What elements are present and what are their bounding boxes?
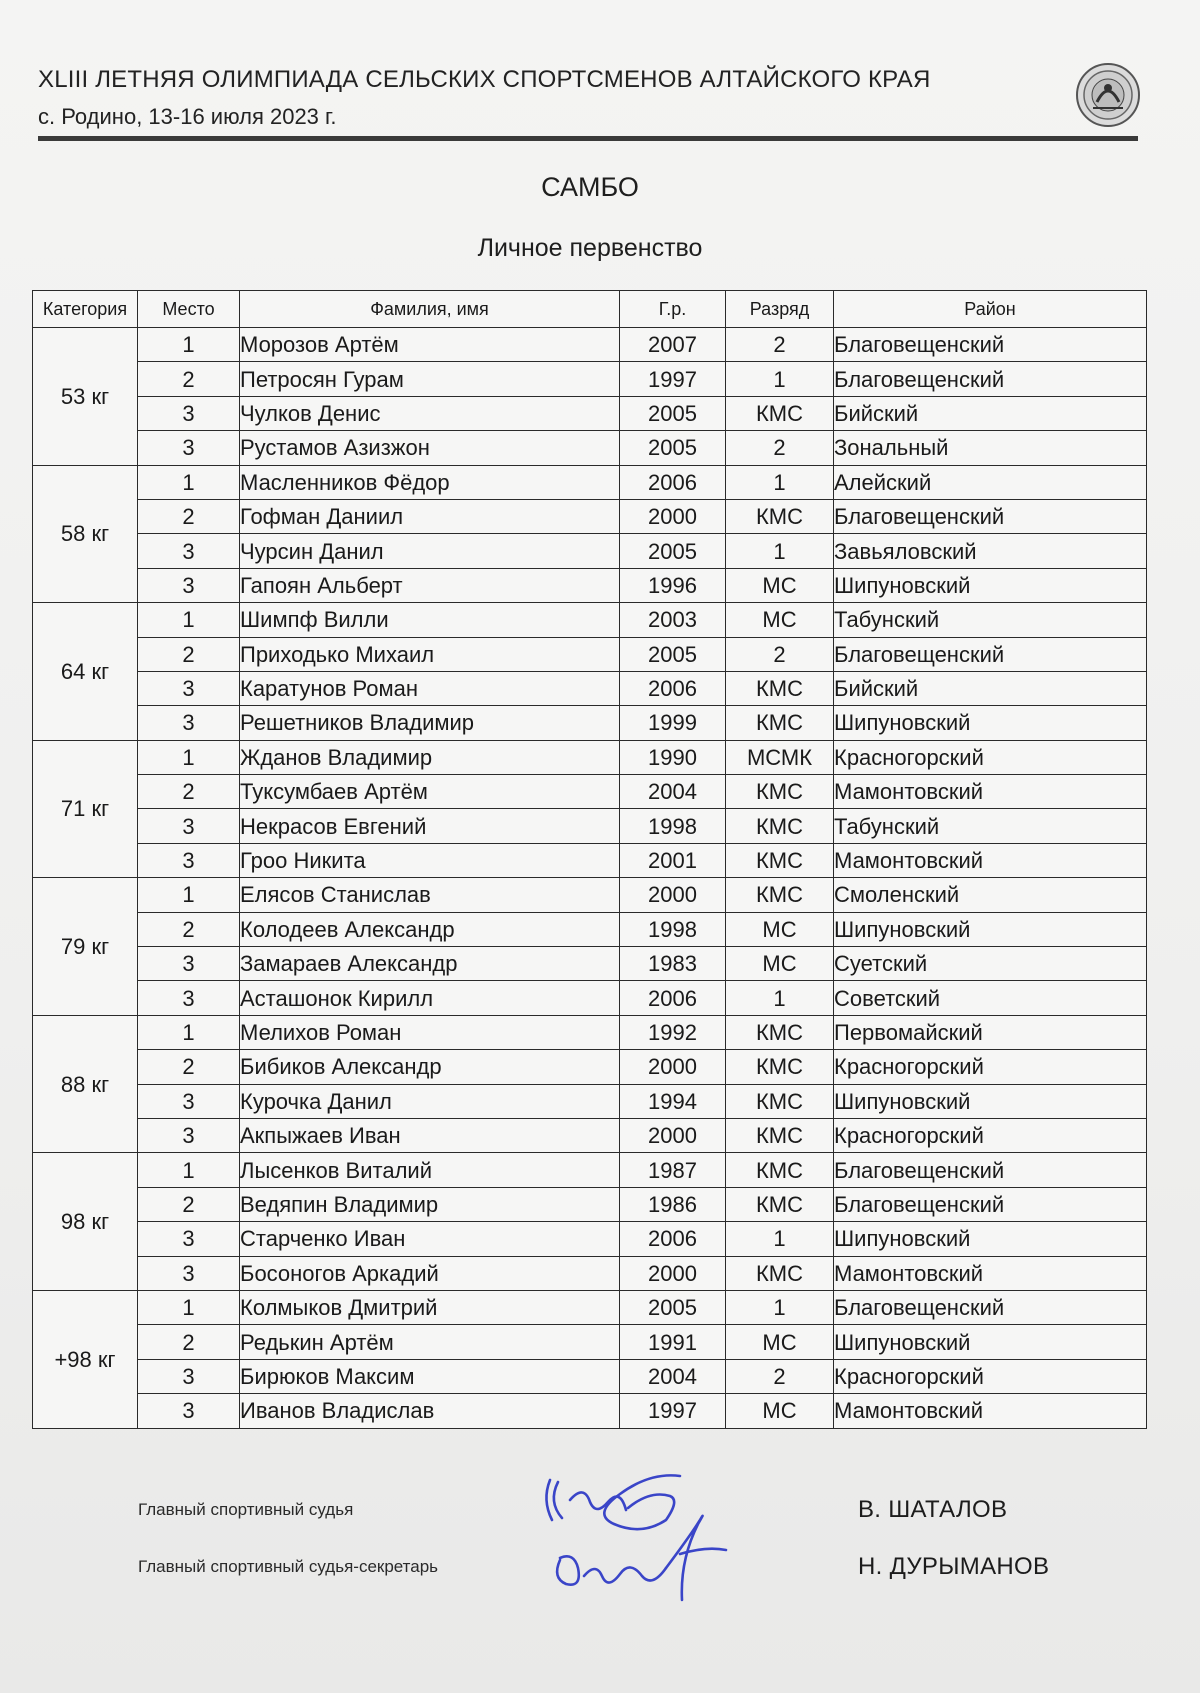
place-cell: 3: [138, 1256, 240, 1290]
district-cell: Шипуновский: [834, 912, 1147, 946]
birth-year-cell: 2001: [620, 843, 726, 877]
sport-rank-cell: КМС: [726, 1153, 834, 1187]
district-cell: Советский: [834, 981, 1147, 1015]
birth-year-cell: 1983: [620, 947, 726, 981]
athlete-name-cell: Елясов Станислав: [240, 878, 620, 912]
table-row: [33, 671, 1147, 705]
birth-year-cell: 2006: [620, 671, 726, 705]
place-cell: 1: [138, 1153, 240, 1187]
athlete-name-cell: Гофман Даниил: [240, 499, 620, 533]
birth-year-cell: 2003: [620, 603, 726, 637]
sport-rank-cell: КМС: [726, 1118, 834, 1152]
birth-year-cell: 1996: [620, 568, 726, 602]
place-cell: 2: [138, 1050, 240, 1084]
column-header-district: Район: [834, 291, 1147, 328]
weight-category: 53 кг: [33, 328, 138, 466]
athlete-name-cell: Рустамов Азизжон: [240, 431, 620, 465]
athlete-name-cell: Босоногов Аркадий: [240, 1256, 620, 1290]
table-row: [33, 637, 1147, 671]
table-row: [33, 1222, 1147, 1256]
athlete-name-cell: Приходько Михаил: [240, 637, 620, 671]
table-row: [33, 534, 1147, 568]
birth-year-cell: 2000: [620, 1256, 726, 1290]
weight-category: 79 кг: [33, 878, 138, 1016]
chief-judge-name: В. ШАТАЛОВ: [858, 1496, 1008, 1523]
table-row: [33, 568, 1147, 602]
athlete-name-cell: Мелихов Роман: [240, 1015, 620, 1049]
place-cell: 3: [138, 706, 240, 740]
athlete-name-cell: Петросян Гурам: [240, 362, 620, 396]
sport-rank-cell: 2: [726, 1359, 834, 1393]
district-cell: Табунский: [834, 603, 1147, 637]
place-cell: 1: [138, 328, 240, 362]
place-cell: 2: [138, 775, 240, 809]
place-cell: 1: [138, 878, 240, 912]
athlete-name-cell: Колодеев Александр: [240, 912, 620, 946]
sport-rank-cell: КМС: [726, 1084, 834, 1118]
column-header-rank: Разряд: [726, 291, 834, 328]
results-body: [33, 328, 1147, 1429]
birth-year-cell: 1997: [620, 1394, 726, 1428]
sport-rank-cell: КМС: [726, 499, 834, 533]
table-row: [33, 981, 1147, 1015]
district-cell: Табунский: [834, 809, 1147, 843]
place-cell: 1: [138, 603, 240, 637]
athlete-name-cell: Туксумбаев Артём: [240, 775, 620, 809]
table-row: [33, 706, 1147, 740]
sport-rank-cell: КМС: [726, 706, 834, 740]
sport-rank-cell: КМС: [726, 1256, 834, 1290]
athlete-name-cell: Старченко Иван: [240, 1222, 620, 1256]
athlete-name-cell: Замараев Александр: [240, 947, 620, 981]
district-cell: Первомайский: [834, 1015, 1147, 1049]
sport-rank-cell: 1: [726, 1290, 834, 1324]
athlete-name-cell: Гапоян Альберт: [240, 568, 620, 602]
birth-year-cell: 1994: [620, 1084, 726, 1118]
sport-rank-cell: КМС: [726, 1050, 834, 1084]
weight-category: +98 кг: [33, 1290, 138, 1428]
district-cell: Бийский: [834, 671, 1147, 705]
district-cell: Бийский: [834, 396, 1147, 430]
sport-rank-cell: 1: [726, 465, 834, 499]
chief-judge-label: Главный спортивный судья: [138, 1500, 354, 1519]
column-header-place: Место: [138, 291, 240, 328]
athlete-name-cell: Жданов Владимир: [240, 740, 620, 774]
district-cell: Мамонтовский: [834, 1256, 1147, 1290]
birth-year-cell: 2004: [620, 1359, 726, 1393]
birth-year-cell: 2006: [620, 1222, 726, 1256]
sport-rank-cell: КМС: [726, 775, 834, 809]
table-row: [33, 843, 1147, 877]
sport-rank-cell: 1: [726, 981, 834, 1015]
birth-year-cell: 1992: [620, 1015, 726, 1049]
place-cell: 3: [138, 809, 240, 843]
sport-rank-cell: МС: [726, 1394, 834, 1428]
birth-year-cell: 1998: [620, 912, 726, 946]
place-cell: 1: [138, 740, 240, 774]
athlete-name-cell: Некрасов Евгений: [240, 809, 620, 843]
table-row: [33, 465, 1147, 499]
table-row: [33, 1084, 1147, 1118]
athlete-name-cell: Бирюков Максим: [240, 1359, 620, 1393]
district-cell: Благовещенский: [834, 1153, 1147, 1187]
birth-year-cell: 2000: [620, 499, 726, 533]
weight-category: 64 кг: [33, 603, 138, 741]
sport-rank-cell: 2: [726, 431, 834, 465]
table-row: [33, 431, 1147, 465]
sport-rank-cell: КМС: [726, 1015, 834, 1049]
results-table: [32, 290, 1147, 1429]
table-row: [33, 1187, 1147, 1221]
place-cell: 3: [138, 534, 240, 568]
table-row: [33, 1359, 1147, 1393]
header-divider: [38, 136, 1138, 141]
place-cell: 2: [138, 1187, 240, 1221]
sport-rank-cell: МС: [726, 947, 834, 981]
birth-year-cell: 2000: [620, 1118, 726, 1152]
athlete-name-cell: Морозов Артём: [240, 328, 620, 362]
table-row: [33, 603, 1147, 637]
column-header-year: Г.р.: [620, 291, 726, 328]
sport-rank-cell: КМС: [726, 809, 834, 843]
birth-year-cell: 1991: [620, 1325, 726, 1359]
place-cell: 2: [138, 912, 240, 946]
athlete-name-cell: Асташонок Кирилл: [240, 981, 620, 1015]
event-title: Личное первенство: [477, 234, 703, 262]
athlete-name-cell: Редькин Артём: [240, 1325, 620, 1359]
table-row: [33, 809, 1147, 843]
place-cell: 1: [138, 1015, 240, 1049]
athlete-name-cell: Бибиков Александр: [240, 1050, 620, 1084]
district-cell: Алейский: [834, 465, 1147, 499]
place-cell: 3: [138, 1359, 240, 1393]
table-row: [33, 878, 1147, 912]
sport-rank-cell: КМС: [726, 671, 834, 705]
birth-year-cell: 2000: [620, 878, 726, 912]
table-row: [33, 947, 1147, 981]
athlete-name-cell: Гроо Никита: [240, 843, 620, 877]
sport-rank-cell: МС: [726, 1325, 834, 1359]
birth-year-cell: 1999: [620, 706, 726, 740]
place-cell: 2: [138, 1325, 240, 1359]
birth-year-cell: 1986: [620, 1187, 726, 1221]
district-cell: Шипуновский: [834, 568, 1147, 602]
birth-year-cell: 2004: [620, 775, 726, 809]
place-cell: 3: [138, 1084, 240, 1118]
birth-year-cell: 2005: [620, 534, 726, 568]
weight-category: 88 кг: [33, 1015, 138, 1153]
olympiad-emblem-icon: [1075, 62, 1141, 128]
table-row: [33, 1118, 1147, 1152]
olympiad-title: XLIII ЛЕТНЯЯ ОЛИМПИАДА СЕЛЬСКИХ СПОРТСМЕНОВ АЛТАЙСКОГО КРАЯ: [38, 66, 931, 93]
athlete-name-cell: Шимпф Вилли: [240, 603, 620, 637]
district-cell: Красногорский: [834, 740, 1147, 774]
table-row: [33, 740, 1147, 774]
table-row: [33, 1015, 1147, 1049]
birth-year-cell: 2007: [620, 328, 726, 362]
athlete-name-cell: Решетников Владимир: [240, 706, 620, 740]
district-cell: Мамонтовский: [834, 843, 1147, 877]
place-cell: 1: [138, 465, 240, 499]
sport-rank-cell: КМС: [726, 843, 834, 877]
athlete-name-cell: Ведяпин Владимир: [240, 1187, 620, 1221]
district-cell: Благовещенский: [834, 1290, 1147, 1324]
district-cell: Красногорский: [834, 1118, 1147, 1152]
district-cell: Завьяловский: [834, 534, 1147, 568]
place-cell: 1: [138, 1290, 240, 1324]
secretary-name: Н. ДУРЫМАНОВ: [858, 1553, 1050, 1580]
district-cell: Благовещенский: [834, 637, 1147, 671]
district-cell: Шипуновский: [834, 1084, 1147, 1118]
table-row: [33, 775, 1147, 809]
birth-year-cell: 1990: [620, 740, 726, 774]
birth-year-cell: 2006: [620, 981, 726, 1015]
weight-category: 58 кг: [33, 465, 138, 603]
place-cell: 3: [138, 568, 240, 602]
district-cell: Смоленский: [834, 878, 1147, 912]
birth-year-cell: 1987: [620, 1153, 726, 1187]
district-cell: Шипуновский: [834, 1325, 1147, 1359]
athlete-name-cell: Каратунов Роман: [240, 671, 620, 705]
weight-category: 71 кг: [33, 740, 138, 878]
table-header-row: [33, 291, 1147, 328]
sport-rank-cell: КМС: [726, 396, 834, 430]
place-cell: 2: [138, 362, 240, 396]
sport-rank-cell: 1: [726, 1222, 834, 1256]
district-cell: Красногорский: [834, 1050, 1147, 1084]
table-row: [33, 1256, 1147, 1290]
sport-rank-cell: МСМК: [726, 740, 834, 774]
sport-rank-cell: 2: [726, 637, 834, 671]
athlete-name-cell: Чурсин Данил: [240, 534, 620, 568]
place-cell: 3: [138, 1118, 240, 1152]
sport-rank-cell: 1: [726, 362, 834, 396]
table-row: [33, 328, 1147, 362]
table-row: [33, 1050, 1147, 1084]
district-cell: Мамонтовский: [834, 775, 1147, 809]
table-row: [33, 499, 1147, 533]
birth-year-cell: 2005: [620, 431, 726, 465]
district-cell: Суетский: [834, 947, 1147, 981]
sport-title: САМБО: [541, 172, 639, 202]
column-header-name: Фамилия, имя: [240, 291, 620, 328]
athlete-name-cell: Иванов Владислав: [240, 1394, 620, 1428]
district-cell: Зональный: [834, 431, 1147, 465]
table-row: [33, 396, 1147, 430]
district-cell: Благовещенский: [834, 1187, 1147, 1221]
place-cell: 3: [138, 981, 240, 1015]
sport-rank-cell: 2: [726, 328, 834, 362]
place-cell: 3: [138, 396, 240, 430]
secretary-label: Главный спортивный судья-секретарь: [138, 1557, 439, 1576]
sport-rank-cell: КМС: [726, 1187, 834, 1221]
district-cell: Шипуновский: [834, 1222, 1147, 1256]
weight-category: 98 кг: [33, 1153, 138, 1291]
table-row: [33, 1325, 1147, 1359]
athlete-name-cell: Курочка Данил: [240, 1084, 620, 1118]
place-cell: 3: [138, 671, 240, 705]
table-row: [33, 1153, 1147, 1187]
place-cell: 2: [138, 499, 240, 533]
sport-rank-cell: МС: [726, 912, 834, 946]
athlete-name-cell: Масленников Фёдор: [240, 465, 620, 499]
birth-year-cell: 1998: [620, 809, 726, 843]
table-row: [33, 912, 1147, 946]
sport-rank-cell: КМС: [726, 878, 834, 912]
district-cell: Мамонтовский: [834, 1394, 1147, 1428]
place-cell: 2: [138, 637, 240, 671]
birth-year-cell: 2005: [620, 396, 726, 430]
district-cell: Благовещенский: [834, 362, 1147, 396]
district-cell: Благовещенский: [834, 499, 1147, 533]
athlete-name-cell: Чулков Денис: [240, 396, 620, 430]
venue-date: с. Родино, 13-16 июля 2023 г.: [38, 104, 337, 129]
place-cell: 3: [138, 843, 240, 877]
sport-rank-cell: МС: [726, 568, 834, 602]
district-cell: Шипуновский: [834, 706, 1147, 740]
birth-year-cell: 2005: [620, 1290, 726, 1324]
signature-image: [530, 1450, 770, 1610]
birth-year-cell: 2000: [620, 1050, 726, 1084]
table-row: [33, 1394, 1147, 1428]
sport-rank-cell: МС: [726, 603, 834, 637]
birth-year-cell: 1997: [620, 362, 726, 396]
district-cell: Благовещенский: [834, 328, 1147, 362]
place-cell: 3: [138, 1222, 240, 1256]
birth-year-cell: 2006: [620, 465, 726, 499]
place-cell: 3: [138, 431, 240, 465]
athlete-name-cell: Колмыков Дмитрий: [240, 1290, 620, 1324]
sport-rank-cell: 1: [726, 534, 834, 568]
place-cell: 3: [138, 947, 240, 981]
table-row: [33, 1290, 1147, 1324]
athlete-name-cell: Лысенков Виталий: [240, 1153, 620, 1187]
district-cell: Красногорский: [834, 1359, 1147, 1393]
table-row: [33, 362, 1147, 396]
athlete-name-cell: Акпыжаев Иван: [240, 1118, 620, 1152]
birth-year-cell: 2005: [620, 637, 726, 671]
place-cell: 3: [138, 1394, 240, 1428]
column-header-category: Категория: [33, 291, 138, 328]
